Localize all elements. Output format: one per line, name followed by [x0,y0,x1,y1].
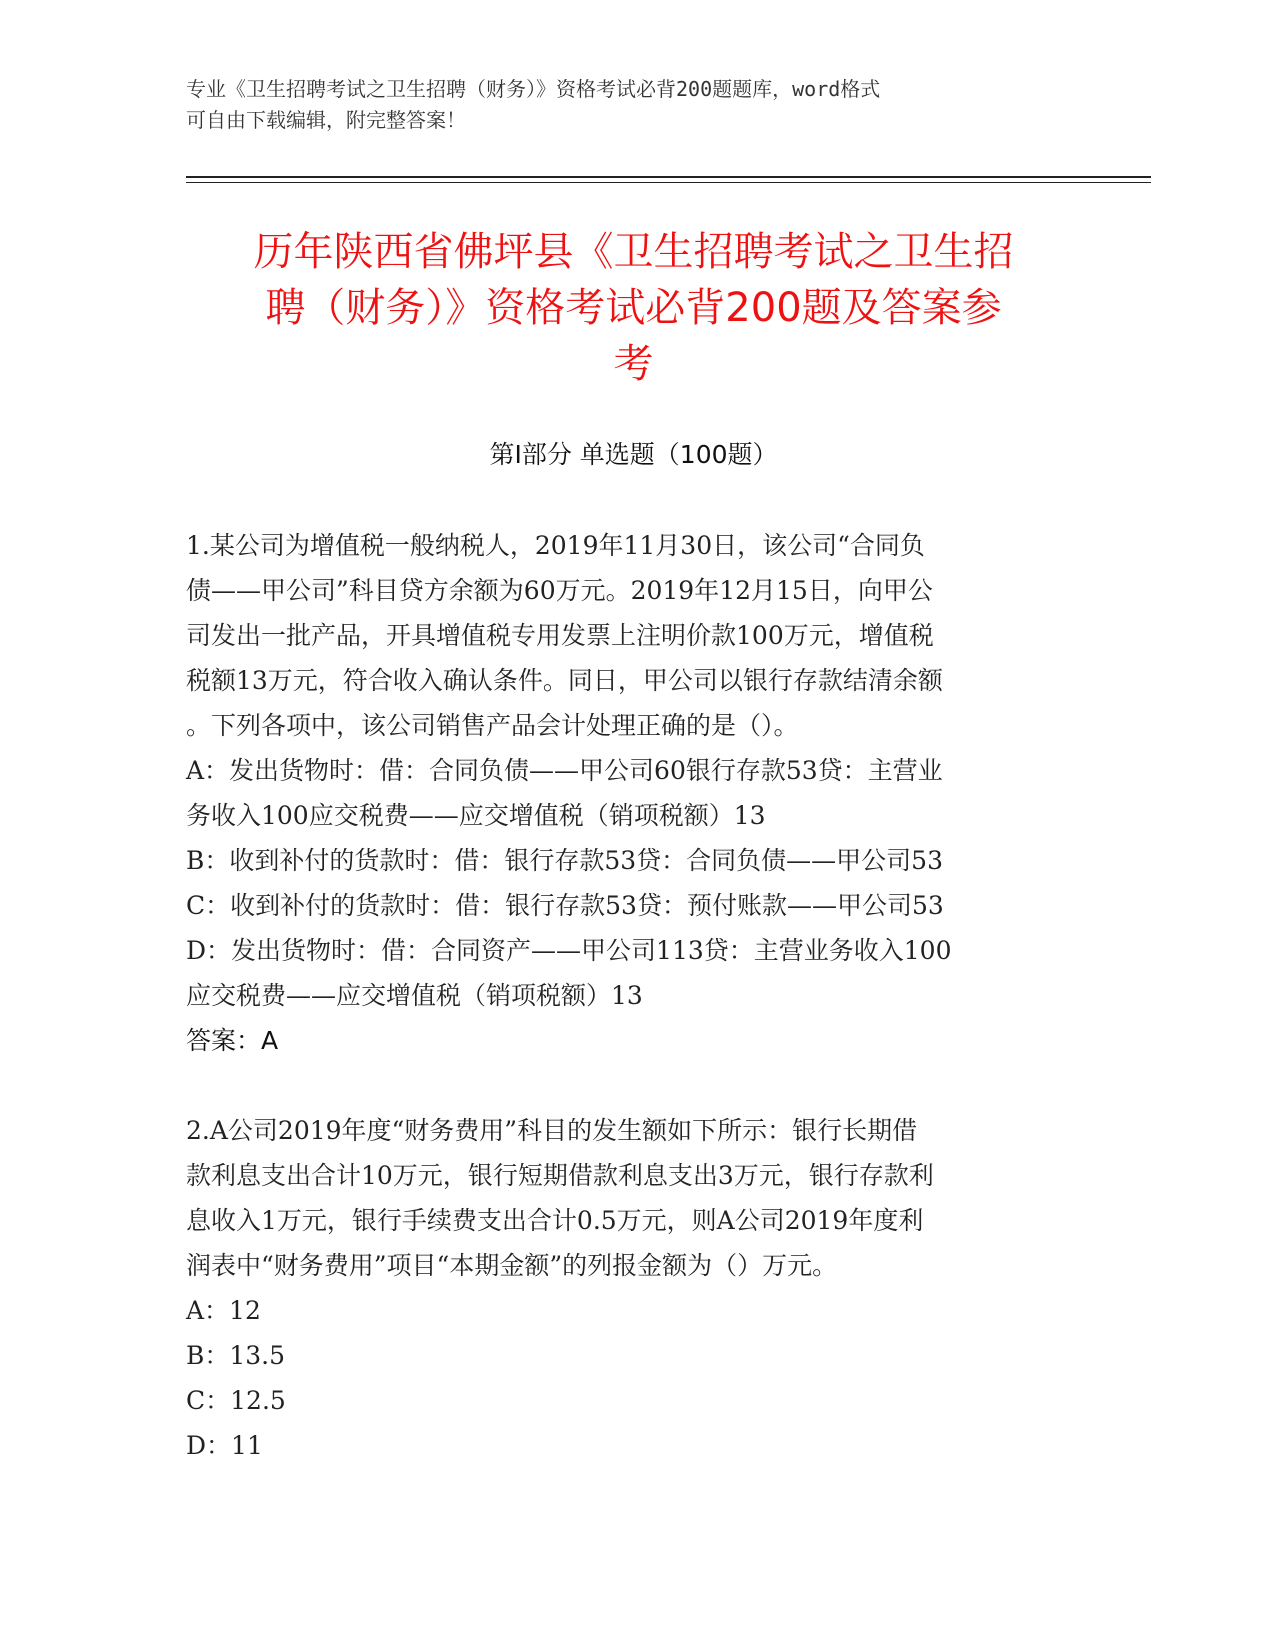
answer-line: 答案：A [186,1026,279,1055]
header-note-line-1: 专业《卫生招聘考试之卫生招聘（财务）》资格考试必背200题题库，word格式 [186,77,881,101]
option-a: A：12 [186,1296,261,1325]
document-title [186,224,1081,392]
option-b: B：13.5 [186,1341,286,1370]
question-2 [186,1108,1066,1468]
question-stem-line: 税额13万元，符合收入确认条件。同日，甲公司以银行存款结清余额 [186,666,943,695]
section-title: 第Ⅰ部分 单选题（100题） [489,440,778,469]
document-title-line-2: 聘（财务）》资格考试必背200题及答案参 [265,285,1002,331]
option-d-line-1: D：发出货物时：借：合同资产——甲公司113贷：主营业务收入100 [186,936,952,965]
header-note-line-2: 可自由下载编辑，附完整答案！ [186,108,466,132]
option-a-line-2: 务收入100应交税费——应交增值税（销项税额）13 [186,801,766,830]
document-title-line-3: 考 [613,341,654,387]
header-rule-thick [186,176,1151,178]
option-b: B：收到补付的货款时：借：银行存款53贷：合同负债——甲公司53 [186,846,943,875]
question-stem-line: 润表中“财务费用”项目“本期金额”的列报金额为（）万元。 [186,1251,838,1280]
option-c: C：12.5 [186,1386,286,1415]
question-stem-line: 1.某公司为增值税一般纳税人，2019年11月30日，该公司“合同负 [186,531,925,560]
question-1 [186,523,1066,1063]
option-a-line-1: A：发出货物时：借：合同负债——甲公司60银行存款53贷：主营业 [186,756,943,785]
option-d: D：11 [186,1431,263,1460]
question-stem-line: 2.A公司2019年度“财务费用”科目的发生额如下所示：银行长期借 [186,1116,918,1145]
option-c: C：收到补付的货款时：借：银行存款53贷：预付账款——甲公司53 [186,891,944,920]
question-stem-line: 息收入1万元，银行手续费支出合计0.5万元，则A公司2019年度利 [186,1206,924,1235]
question-stem-line: 司发出一批产品，开具增值税专用发票上注明价款100万元，增值税 [186,621,934,650]
header-rule-thin [186,182,1151,183]
document-title-line-1: 历年陕西省佛坪县《卫生招聘考试之卫生招 [253,229,1014,275]
question-stem-line: 款利息支出合计10万元，银行短期借款利息支出3万元，银行存款利 [186,1161,934,1190]
question-stem-line: 债——甲公司”科目贷方余额为60万元。2019年12月15日，向甲公 [186,576,933,605]
question-stem-line: 。下列各项中，该公司销售产品会计处理正确的是（）。 [186,711,799,740]
option-d-line-2: 应交税费——应交增值税（销项税额）13 [186,981,643,1010]
header-note [186,74,1066,136]
